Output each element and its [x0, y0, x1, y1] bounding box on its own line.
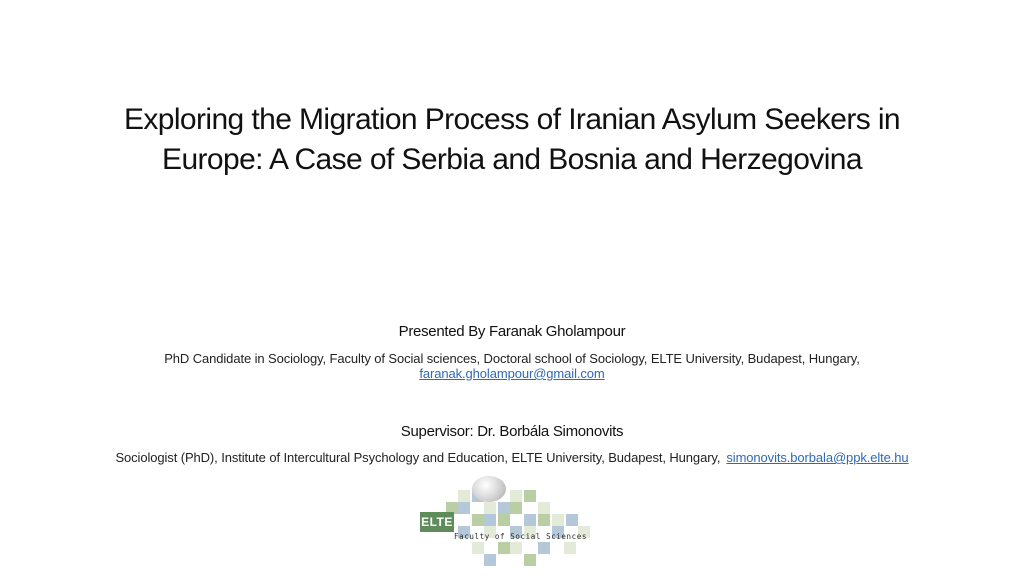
- logo-square: [564, 542, 576, 554]
- supervisor-heading: Supervisor: Dr. Borbála Simonovits: [400, 423, 624, 440]
- logo-square: [472, 514, 484, 526]
- logo-square: [566, 514, 578, 526]
- logo-square: [538, 542, 550, 554]
- supervisor-email-link[interactable]: simonovits.borbala@ppk.elte.hu: [726, 450, 909, 465]
- logo-square: [524, 514, 536, 526]
- logo-square: [498, 542, 510, 554]
- slide-title: [40, 100, 984, 180]
- logo-square: [510, 490, 522, 502]
- logo-sphere: [472, 476, 506, 502]
- logo-square: [484, 502, 496, 514]
- elte-logo: [418, 476, 598, 566]
- logo-square: [552, 514, 564, 526]
- logo-square: [510, 542, 522, 554]
- presenter-heading: Presented By Faranak Gholampour: [398, 323, 626, 340]
- logo-square: [484, 514, 496, 526]
- supervisor-affiliation: [10, 450, 1014, 466]
- presenter-affiliation-text: PhD Candidate in Sociology, Faculty of Social sciences, Doctoral school of Sociology, ELTE University, Budapest, Hungary,: [164, 351, 860, 366]
- logo-square: [498, 502, 510, 514]
- logo-acronym: ELTE: [420, 512, 454, 532]
- logo-square: [498, 514, 510, 526]
- logo-square: [538, 514, 550, 526]
- logo-square: [458, 502, 470, 514]
- slide-title-line-2: Europe: A Case of Serbia and Bosnia and Herzegovina: [162, 143, 862, 176]
- logo-square: [472, 542, 484, 554]
- slide-title-line-1: Exploring the Migration Process of Iranian Asylum Seekers in: [123, 103, 901, 136]
- logo-square: [510, 502, 522, 514]
- presenter-block: [20, 322, 1004, 381]
- logo-square: [524, 554, 536, 566]
- logo-square: [538, 502, 550, 514]
- presenter-email-link[interactable]: faranak.gholampour@gmail.com: [419, 366, 605, 381]
- presenter-affiliation: [20, 351, 1004, 381]
- logo-square: [484, 554, 496, 566]
- logo-square: [458, 490, 470, 502]
- supervisor-affiliation-text: Sociologist (PhD), Institute of Intercultural Psychology and Education, ELTE University, Budapest, Hungary,: [115, 450, 721, 465]
- logo-square: [524, 490, 536, 502]
- supervisor-block: [10, 422, 1014, 466]
- logo-subtitle: Faculty of Social Sciences: [454, 532, 587, 541]
